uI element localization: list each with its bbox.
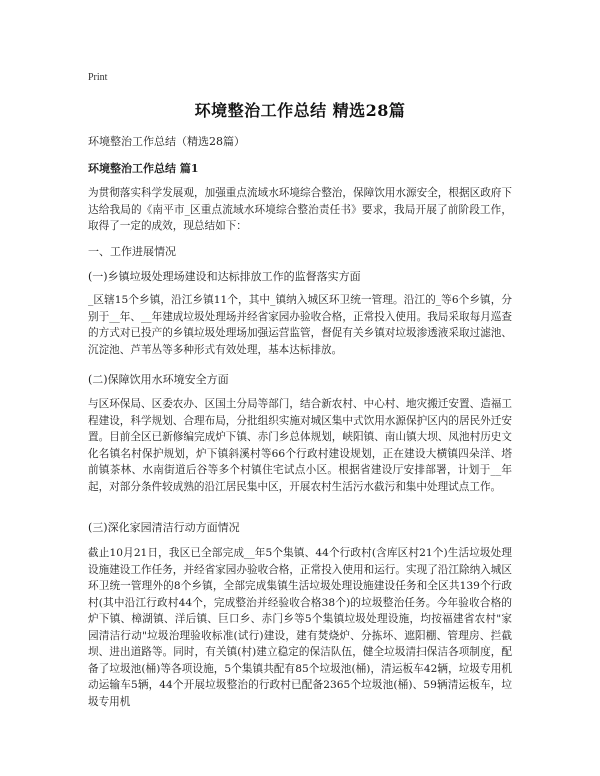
paragraph-garbage-sites: _区辖15个乡镇，沿江乡镇11个，其中_镇纳入城区环卫统一管理。沿江的_等6个乡镇，分别于__年、__年建成垃圾处理场并经省家园办验收合格，正常投入使用。我局采取每月巡查的方式对已投产的乡镇垃圾处理场加强运营监管，督促有关乡镇对垃圾渗透液采取过滤池、沉淀池、芦苇丛等多种形式有效处理，基本达标排放。 [88,294,512,356]
paragraph-water-safety: 与区环保局、区委农办、区国土分局等部门，结合新农村、中心村、地灾搬迁安置、造福工程建设，科学规划、合理布局，分批组织实施对城区集中式饮用水源保护区内的居民外迁安置。目前全区已新修编完成炉下镇、赤门乡总体规划，峡阳镇、南山镇大坝、凤池村历史文化名镇名村保护规划，炉下镇斜溪村等66个行政村建设规划，正在建设大横镇四朵洋、塔前镇茶林、水南街道后谷等多个村镇住宅试点小区。根据省建设厅安排部署，计划于__年起，对部分条件较成熟的沿江居民集中区，开展农村生活污水截污和集中处理试点工作。 [88,398,512,493]
paragraph-clean-home: 截止10月21日，我区已全部完成__年5个集镇、44个行政村(含库区村21个)生活垃圾处理设施建设工作任务，并经省家园办验收合格，正常投入使用和运行。实现了沿江除纳入城区环卫统一管理外的8个乡镇，全部完成集镇生活垃圾处理设施建设任务和全区共139个行政村(其中沿江行政村44个，完成整治并经验收合格38个)的垃圾整治任务。今年验收合格的炉下镇、樟湖镇、洋后镇、巨口乡、赤门乡等5个集镇垃圾处理设施，均按福建省农村"家园清洁行动"垃圾治理验收标准(试行)建设，建有焚烧炉、分拣坏、遮阳棚、管理房、拦截坝、进出道路等。同时，有关镇(村)建立稳定的保洁队伍，健全垃圾清扫保洁各项制度，配备了垃圾池(桶)等各项设施，5个集镇共配有85个垃圾池(桶)，清运板车42辆，垃圾专用机动运输车5辆，44个开展垃圾整治的行政村已配备2365个垃圾池(桶)、59辆清运板车，垃圾专用机 [88,547,512,708]
heading-clean-home: (三)深化家园清洁行动方面情况 [88,521,240,534]
document-subtitle: 环境整治工作总结（精选28篇） [88,135,245,148]
section-title: 环境整治工作总结 篇1 [88,162,199,175]
intro-paragraph: 为贯彻落实科学发展观，加强重点流域水环境综合整治，保障饮用水源安全，根据区政府下达给我局的《南平市_区重点流域水环境综合整治责任书》要求，我局开展了前阶段工作，取得了一定的成效，现总结如下： [88,187,512,232]
document-title: 环境整治工作总结 精选28篇 [194,101,406,120]
heading-garbage-sites: (一)乡镇垃圾处理场建设和达标排放工作的监督落实方面 [88,270,361,283]
heading-water-safety: (二)保障饮用水环境安全方面 [88,373,229,386]
heading-progress: 一、工作进展情况 [88,245,176,258]
print-label: Print [88,72,108,83]
